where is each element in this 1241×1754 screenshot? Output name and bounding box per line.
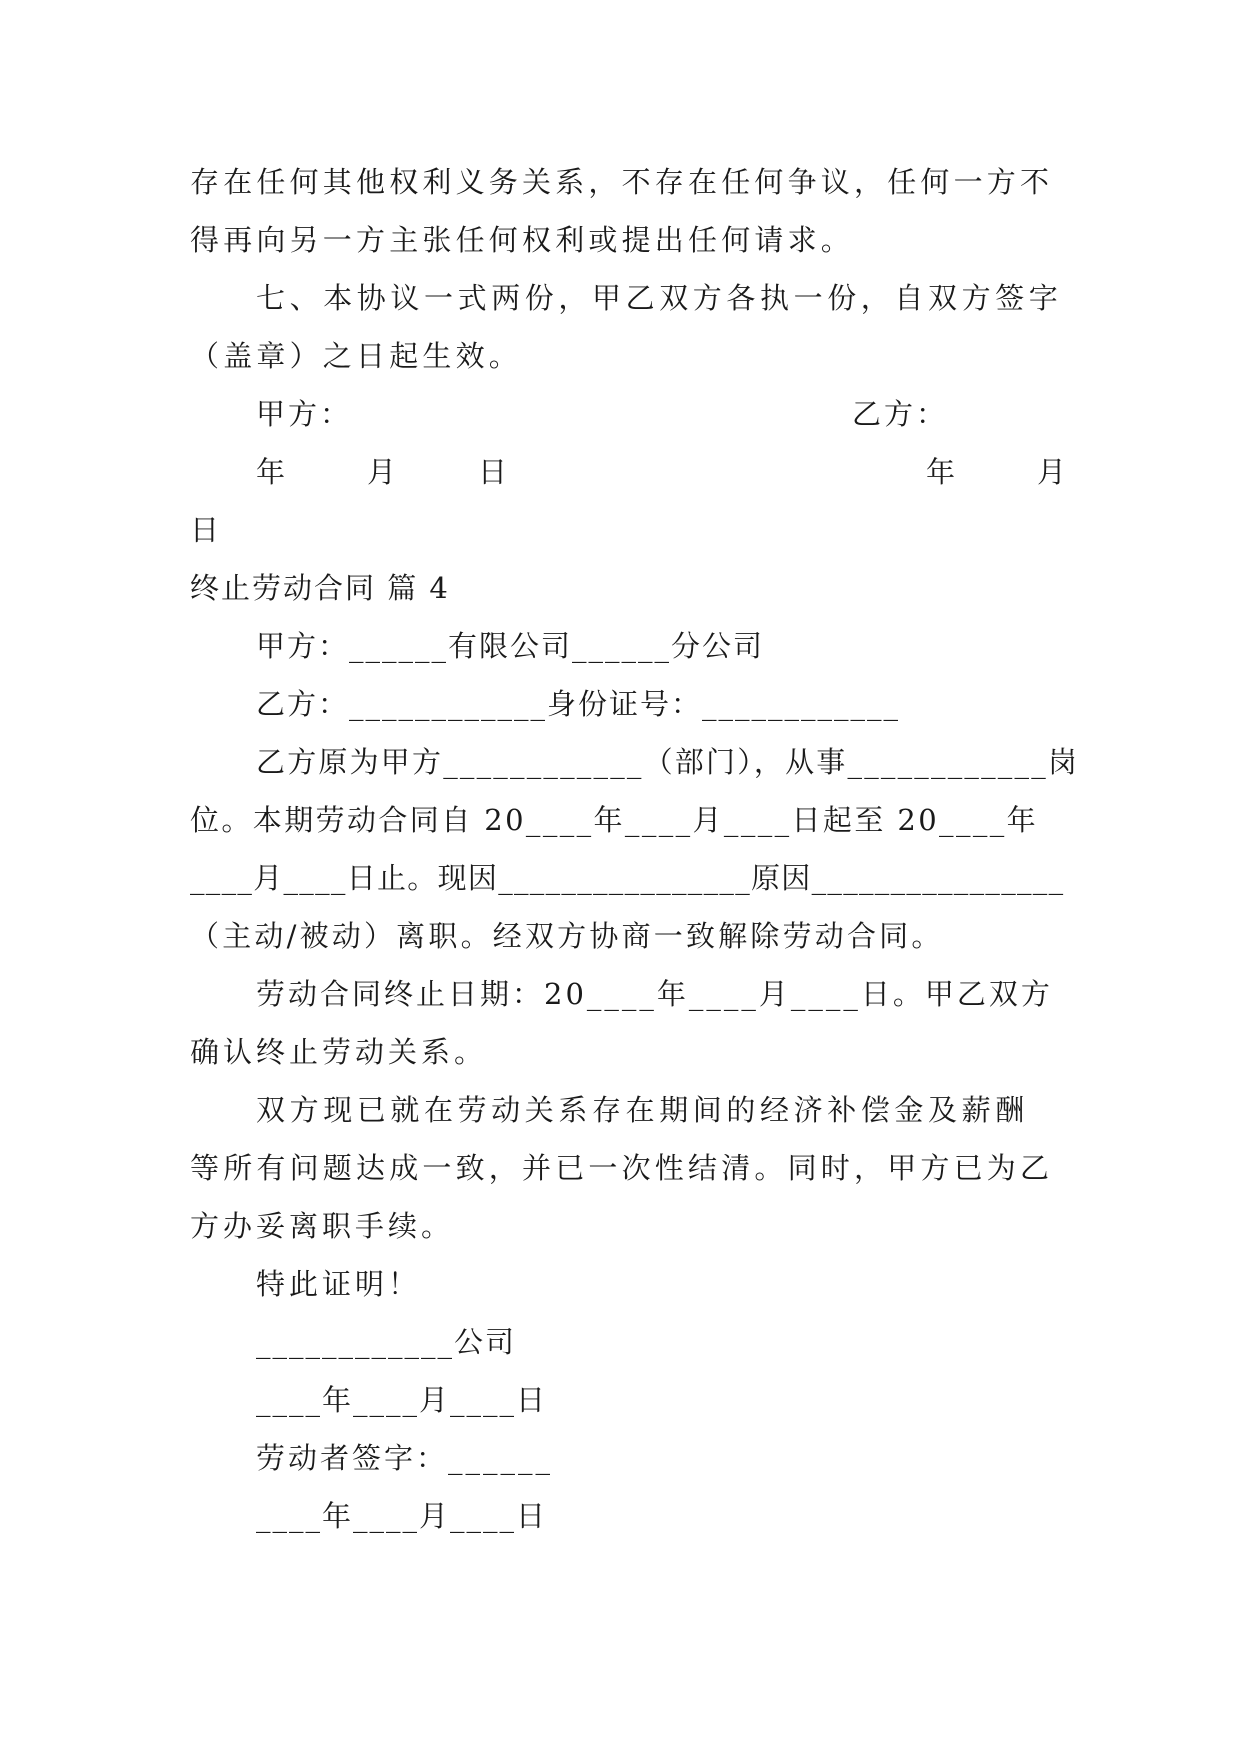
party-a-signature-label: 甲方：	[256, 397, 353, 431]
party-b-signature-label: 乙方：	[852, 397, 949, 431]
text-line: 存在任何其他权利义务关系，不存在任何争议，任何一方不	[190, 165, 1054, 199]
text-line: 等所有问题达成一致，并已一次性结清。同时，甲方已为乙	[190, 1151, 1054, 1185]
worker-date-line: ____年____月____日	[256, 1499, 548, 1533]
text-line: 乙方原为甲方____________（部门），从事____________岗	[256, 745, 1080, 779]
text-line: 方办妥离职手续。	[190, 1209, 455, 1243]
clause-seven: 七、本协议一式两份，甲乙双方各执一份，自双方签字	[256, 281, 1063, 315]
text-line: 得再向另一方主张任何权利或提出任何请求。	[190, 223, 855, 257]
party-b-line: 乙方：____________身份证号：____________	[256, 687, 901, 721]
party-a-line: 甲方：______有限公司______分公司	[256, 629, 765, 663]
section-heading: 终止劳动合同 篇 4	[190, 571, 450, 605]
company-signature-line: ____________公司	[256, 1325, 517, 1359]
text-line: ____月____日止。现因________________原因________________	[190, 861, 1065, 895]
text-line: 日	[190, 513, 223, 547]
text-line: （主动/被动）离职。经双方协商一致解除劳动合同。	[190, 919, 944, 953]
text-line: 双方现已就在劳动关系存在期间的经济补偿金及薪酬	[256, 1093, 1029, 1127]
party-a-date: 年 月 日	[256, 455, 516, 489]
text-line: 确认终止劳动关系。	[190, 1035, 488, 1069]
text-line: （盖章）之日起生效。	[190, 339, 523, 373]
text-line: 位。本期劳动合同自 20____年____月____日起至 20____年	[190, 803, 1039, 837]
text-line: 劳动合同终止日期：20____年____月____日。甲乙双方	[256, 977, 1053, 1011]
company-date-line: ____年____月____日	[256, 1383, 548, 1417]
party-b-date: 年 月	[926, 455, 1075, 489]
worker-signature-line: 劳动者签字：______	[256, 1441, 554, 1475]
certification-text: 特此证明！	[256, 1267, 422, 1301]
